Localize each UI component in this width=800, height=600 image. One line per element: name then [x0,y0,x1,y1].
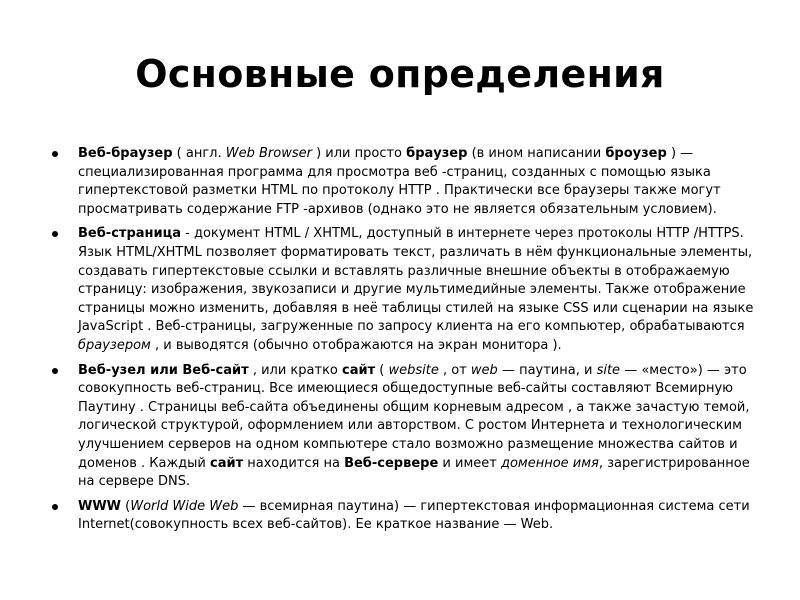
bullet-icon [52,368,58,374]
segment: браузер [406,146,468,161]
segment: и имеет [438,455,501,471]
segment: сайт [342,362,376,378]
bullet-icon [52,504,58,510]
segment: сайт [210,455,244,471]
definition-item-website [52,362,757,492]
segment: браузером [78,337,151,353]
slide-title: Основные определения [135,52,665,96]
segment: ( [375,362,389,378]
segment: web [470,362,498,378]
segment: — «место») — это совокупность веб-страниц. Все имеющиеся общедоступные веб-сайты составляют Всемирную Паутину . Страницы веб-сайта объединены общим корневым адресом , а также зачастую темой, логической структурой, оформлением или авторством. С ростом Интернета и технологическим улучшением серверов на одном компьютере стало возможно размещение множества сайтов и доменов . Каждый [78,362,750,471]
definition-item-www [52,498,757,535]
segment: , или кратко [248,362,343,378]
segment: доменное имя [500,455,599,471]
segment: site [596,362,621,378]
bullet-icon [52,231,58,237]
segment: - документ HTML / XHTML, доступный в интернете через протоколы HTTP /HTTPS. Язык HTML/XHTML позволяет форматировать текст, различать в нём функциональные элементы, создавать гипертекстовые ссылки и вставлять различные внешние объекты в отображаемую страницу: изображения, звукозаписи и другие мультимедийные элементы. Также отображение страницы можно изменить, добавляя в неё таблицы стилей на языке CSS или сценарии на языке JavaScript . Веб-страницы, загруженные по запросу клиента на его компьютер, обрабатываются [78,226,754,335]
segment: WWW [78,498,122,514]
segment: , от [438,362,471,378]
segment: — всемирная паутина) — гипертекстовая информационная система сети Internet(совокупность всех веб-сайтов). Ее краткое название — Web. [78,498,750,533]
segment: Веб-страница [78,226,182,242]
segment: , зарегистрированное на сервере DNS. [78,455,750,490]
segment: — паутина, и [497,362,597,378]
segment: ( [121,498,131,514]
segment: ) — специализированная программа для просмотра веб -страниц, созданных с помощью языка гипертекстовой разметки HTML по протоколу HTTP . Практически все браузеры также могут просматривать содержание FTP -архивов (однако это не является обязательным условием). [78,146,721,217]
definition-item-web-page [52,225,757,355]
segment: Веб-браузер [78,146,173,161]
segment: Web Browser [225,146,312,161]
segment: ( англ. [172,146,226,161]
bullet-icon [52,151,58,157]
segment: броузер [605,146,667,161]
segment: World Wide Web [130,498,239,514]
segment: Веб-сервере [344,455,439,471]
definition-item-web-browser [52,145,757,219]
definitions-list [52,145,757,541]
segment: Веб-узел или Веб-сайт [78,362,249,378]
segment: находится на [243,455,345,471]
segment: , и выводятся (обычно отображаются на экран монитора ). [150,337,562,353]
segment: ) или просто [311,146,407,161]
segment: (в ином написании [467,146,606,161]
segment: website [388,362,439,378]
